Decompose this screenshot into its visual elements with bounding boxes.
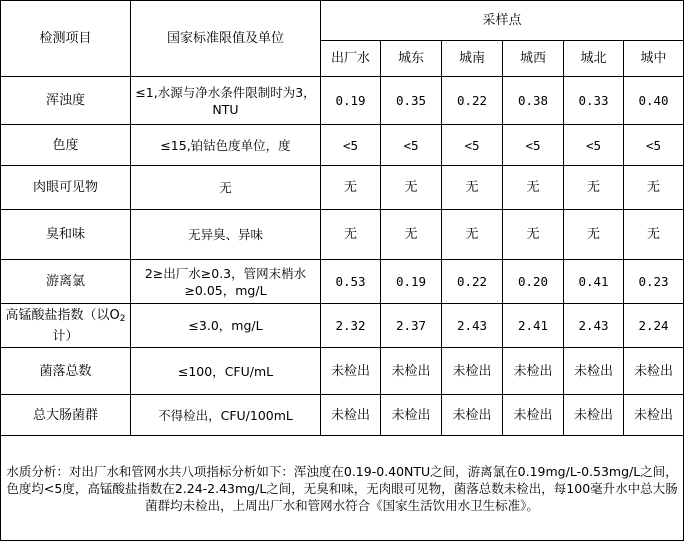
value-cell: 未检出 — [564, 348, 624, 395]
item-name: 臭和味 — [1, 210, 131, 260]
value-cell: 未检出 — [381, 348, 442, 395]
header-site: 城西 — [503, 41, 564, 77]
value-cell: 2.43 — [442, 304, 503, 348]
value-cell: 无 — [442, 166, 503, 210]
value-cell: 0.19 — [381, 260, 442, 304]
standard-limit: ≤100，CFU/mL — [131, 348, 321, 395]
value-cell: 未检出 — [503, 348, 564, 395]
item-name: 色度 — [1, 125, 131, 166]
value-cell: 未检出 — [564, 395, 624, 436]
value-cell: 无 — [624, 210, 684, 260]
value-cell: 无 — [321, 210, 381, 260]
value-cell: 0.23 — [624, 260, 684, 304]
header-site: 城东 — [381, 41, 442, 77]
value-cell: 未检出 — [503, 395, 564, 436]
value-cell: 0.22 — [442, 77, 503, 125]
header-site: 城南 — [442, 41, 503, 77]
value-cell: 未检出 — [321, 348, 381, 395]
item-name: 菌落总数 — [1, 348, 131, 395]
header-site: 出厂水 — [321, 41, 381, 77]
value-cell: 0.22 — [442, 260, 503, 304]
standard-limit: 无 — [131, 166, 321, 210]
value-cell: 未检出 — [321, 395, 381, 436]
value-cell: 未检出 — [624, 395, 684, 436]
table-row — [1, 77, 684, 125]
value-cell: 0.19 — [321, 77, 381, 125]
header-standard: 国家标准限值及单位 — [131, 1, 321, 77]
header-item: 检测项目 — [1, 1, 131, 77]
value-cell: 未检出 — [624, 348, 684, 395]
standard-limit: 不得检出，CFU/100mL — [131, 395, 321, 436]
value-cell: 0.33 — [564, 77, 624, 125]
value-cell: 2.43 — [564, 304, 624, 348]
header-sampling-points: 采样点 — [321, 1, 684, 41]
value-cell: <5 — [624, 125, 684, 166]
value-cell: 0.38 — [503, 77, 564, 125]
value-cell: 未检出 — [381, 395, 442, 436]
value-cell: <5 — [381, 125, 442, 166]
value-cell: 无 — [503, 210, 564, 260]
standard-limit: 2≥出厂水≥0.3，管网末梢水≥0.05，mg/L — [131, 260, 321, 304]
standard-limit: 无异臭、异味 — [131, 210, 321, 260]
value-cell: 2.37 — [381, 304, 442, 348]
value-cell: 无 — [381, 210, 442, 260]
header-row-top — [1, 1, 684, 41]
value-cell: 0.20 — [503, 260, 564, 304]
table-row — [1, 395, 684, 436]
item-name: 浑浊度 — [1, 77, 131, 125]
item-name: 肉眼可见物 — [1, 166, 131, 210]
water-quality-analysis: 水质分析：对出厂水和管网水共八项指标分析如下：浑浊度在0.19-0.40NTU之间，游离氯在0.19mg/L-0.53mg/L之间，色度均<5度，高锰酸盐指数在2.24-2.43mg/L之间，无臭和味，无肉眼可见物，菌落总数未检出，每100毫升水中总大肠菌群均未检出，上周出厂水和管网水符合《国家生活饮用水卫生标准》。 — [1, 436, 684, 541]
value-cell: 0.35 — [381, 77, 442, 125]
value-cell: 无 — [624, 166, 684, 210]
header-site: 城北 — [564, 41, 624, 77]
value-cell: 未检出 — [442, 348, 503, 395]
standard-limit: ≤3.0，mg/L — [131, 304, 321, 348]
value-cell: 无 — [564, 166, 624, 210]
value-cell: 2.24 — [624, 304, 684, 348]
value-cell: 未检出 — [442, 395, 503, 436]
table-row — [1, 210, 684, 260]
table-row — [1, 166, 684, 210]
standard-limit: ≤15,铂钴色度单位，度 — [131, 125, 321, 166]
table-row — [1, 348, 684, 395]
table-row — [1, 125, 684, 166]
value-cell: 无 — [381, 166, 442, 210]
item-name — [1, 304, 131, 348]
value-cell: 2.41 — [503, 304, 564, 348]
table-row — [1, 260, 684, 304]
value-cell: 2.32 — [321, 304, 381, 348]
item-name: 总大肠菌群 — [1, 395, 131, 436]
value-cell: 无 — [442, 210, 503, 260]
item-name-prefix: 高锰酸盐指数（以O — [5, 307, 120, 323]
value-cell: 0.53 — [321, 260, 381, 304]
value-cell: 0.40 — [624, 77, 684, 125]
item-name-subscript: 2 — [119, 313, 126, 324]
standard-limit: ≤1,水源与净水条件限制时为3，NTU — [131, 77, 321, 125]
value-cell: <5 — [442, 125, 503, 166]
value-cell: 无 — [321, 166, 381, 210]
value-cell: <5 — [321, 125, 381, 166]
value-cell: <5 — [564, 125, 624, 166]
analysis-row — [1, 436, 684, 541]
value-cell: 0.41 — [564, 260, 624, 304]
item-name: 游离氯 — [1, 260, 131, 304]
value-cell: <5 — [503, 125, 564, 166]
value-cell: 无 — [564, 210, 624, 260]
table-row — [1, 304, 684, 348]
value-cell: 无 — [503, 166, 564, 210]
item-name-suffix: 计） — [52, 328, 79, 344]
header-site: 城中 — [624, 41, 684, 77]
